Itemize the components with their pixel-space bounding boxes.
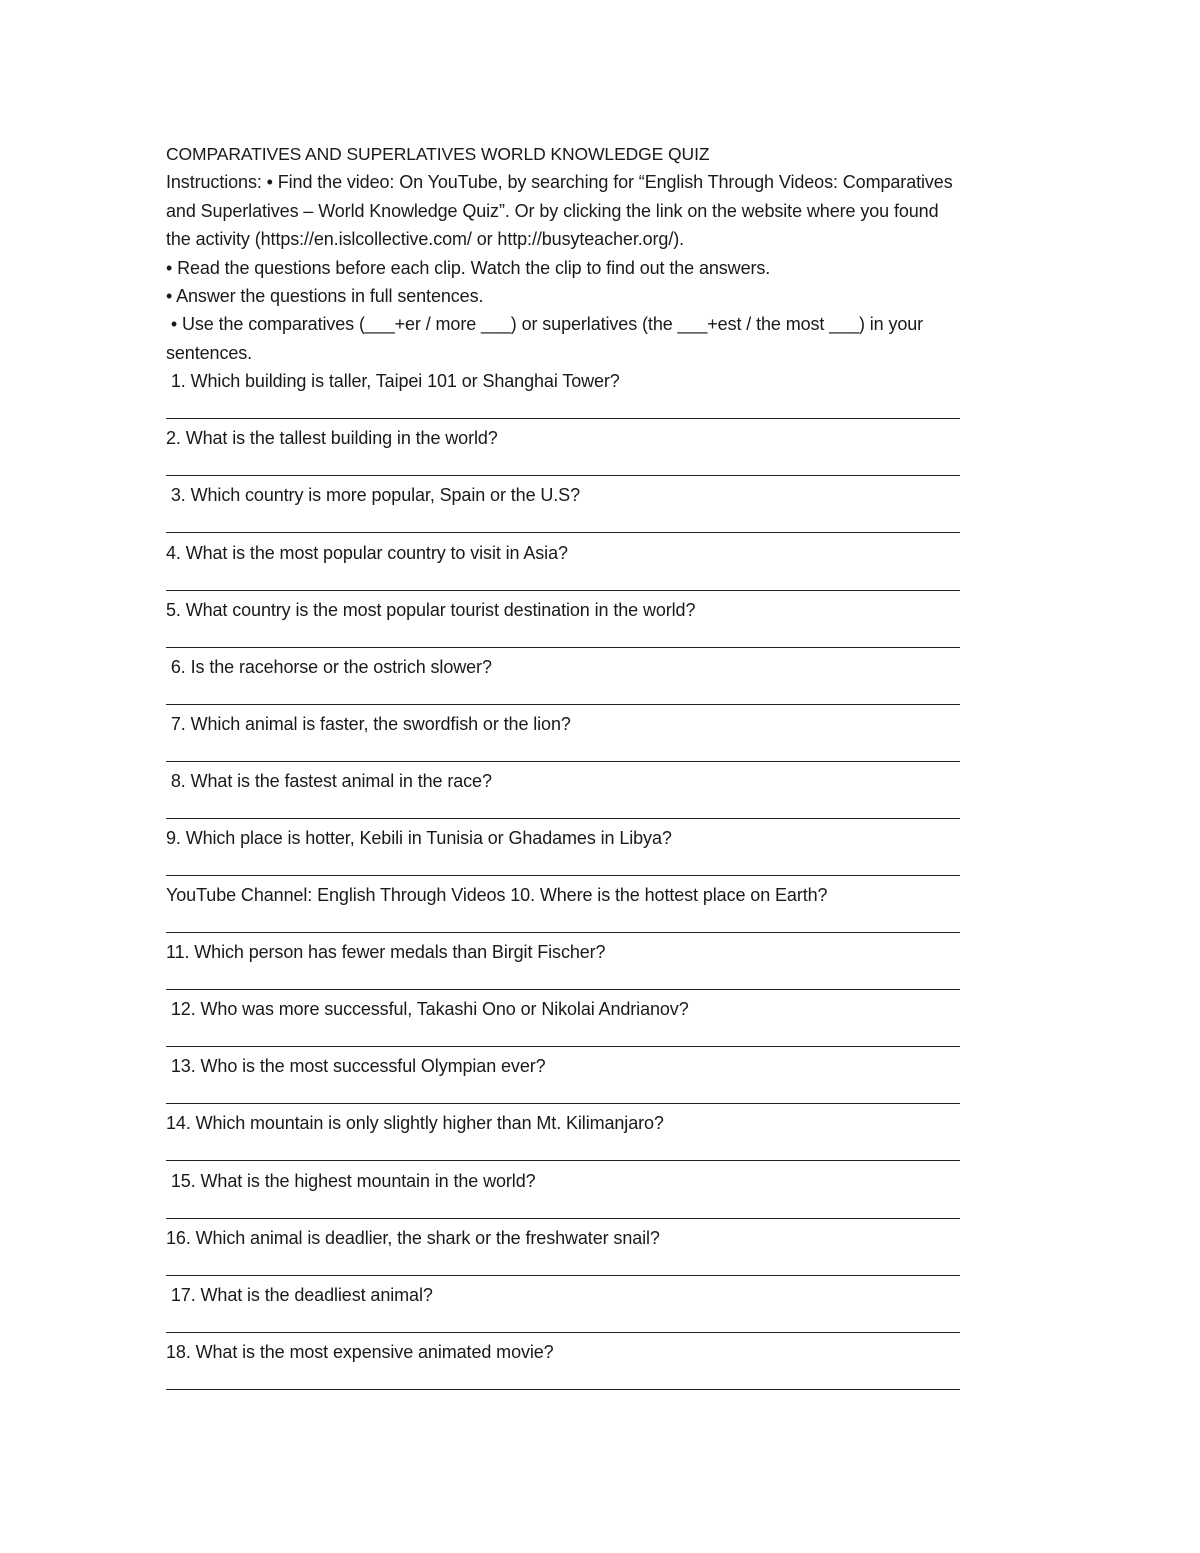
document-title: COMPARATIVES AND SUPERLATIVES WORLD KNOWLEDGE QUIZ <box>166 144 710 164</box>
answer-line[interactable] <box>166 1046 960 1047</box>
question-item-5 <box>166 596 1046 653</box>
question-text: 9. Which place is hotter, Kebili in Tunisia or Ghadames in Libya? <box>166 828 672 848</box>
question-text: 18. What is the most expensive animated movie? <box>166 1341 554 1362</box>
question-item-8 <box>166 767 1046 824</box>
question-item-9 <box>166 824 1046 881</box>
document-content <box>166 140 1046 1395</box>
question-text: 2. What is the tallest building in the world? <box>166 428 498 449</box>
answer-line[interactable] <box>166 1160 960 1161</box>
question-text: 15. What is the highest mountain in the world? <box>166 1170 536 1191</box>
instruction-line: Instructions: • Find the video: On YouTube, by searching for “English Through Videos: Comparatives <box>166 172 953 193</box>
answer-line[interactable] <box>166 418 960 419</box>
instruction-bullet-read: • Read the questions before each clip. Watch the clip to find out the answers. <box>166 257 771 278</box>
answer-line[interactable] <box>166 989 960 990</box>
instruction-line: and Superlatives – World Knowledge Quiz”. Or by clicking the link on the website where you found <box>166 200 939 221</box>
instruction-line: sentences. <box>166 342 253 363</box>
answer-line[interactable] <box>166 590 960 591</box>
question-text: 3. Which country is more popular, Spain or the U.S? <box>166 485 581 506</box>
question-item-10 <box>166 881 1046 938</box>
question-item-13 <box>166 1052 1046 1109</box>
answer-line[interactable] <box>166 475 960 476</box>
answer-line[interactable] <box>166 1389 960 1390</box>
question-text: 16. Which animal is deadlier, the shark or the freshwater snail? <box>166 1227 660 1248</box>
question-item-15 <box>166 1167 1046 1224</box>
question-text: 5. What country is the most popular tourist destination in the world? <box>166 599 696 620</box>
question-text: 12. Who was more successful, Takashi Ono or Nikolai Andrianov? <box>166 999 689 1020</box>
answer-line[interactable] <box>166 1103 960 1104</box>
answer-line[interactable] <box>166 761 960 762</box>
question-item-12 <box>166 995 1046 1052</box>
question-item-11 <box>166 938 1046 995</box>
question-text: 6. Is the racehorse or the ostrich slower? <box>166 656 492 677</box>
answer-line[interactable] <box>166 1218 960 1219</box>
question-text: 13. Who is the most successful Olympian ever? <box>166 1056 546 1077</box>
question-list <box>166 367 1046 1395</box>
question-item-18 <box>166 1338 1046 1395</box>
instruction-bullet-use: • Use the comparatives (___+er / more ___) or superlatives (the ___+est / the most ___) in your <box>166 314 924 335</box>
instructions <box>166 168 1046 367</box>
question-text: 1. Which building is taller, Taipei 101 or Shanghai Tower? <box>166 371 620 392</box>
answer-line[interactable] <box>166 1275 960 1276</box>
question-item-1 <box>166 367 1046 424</box>
question-item-4 <box>166 539 1046 596</box>
answer-line[interactable] <box>166 647 960 648</box>
question-text: 14. Which mountain is only slightly higher than Mt. Kilimanjaro? <box>166 1113 664 1134</box>
question-text: 8. What is the fastest animal in the race? <box>166 770 492 791</box>
answer-line[interactable] <box>166 532 960 533</box>
question-item-6 <box>166 653 1046 710</box>
question-text: 17. What is the deadliest animal? <box>166 1284 433 1305</box>
question-text: YouTube Channel: English Through Videos 10. Where is the hottest place on Earth? <box>166 885 828 906</box>
answer-line[interactable] <box>166 704 960 705</box>
question-text: 11. Which person has fewer medals than Birgit Fischer? <box>166 942 606 963</box>
instruction-line: the activity (https://en.islcollective.com/ or http://busyteacher.org/). <box>166 229 685 250</box>
question-text: 7. Which animal is faster, the swordfish or the lion? <box>166 713 571 734</box>
question-text: 4. What is the most popular country to visit in Asia? <box>166 542 568 563</box>
question-item-16 <box>166 1224 1046 1281</box>
instruction-bullet-answer: • Answer the questions in full sentences. <box>166 286 484 307</box>
answer-line[interactable] <box>166 818 960 819</box>
question-item-14 <box>166 1109 1046 1166</box>
question-item-3 <box>166 481 1046 538</box>
answer-line[interactable] <box>166 875 960 876</box>
answer-line[interactable] <box>166 1332 960 1333</box>
question-item-7 <box>166 710 1046 767</box>
question-item-17 <box>166 1281 1046 1338</box>
question-item-2 <box>166 424 1046 481</box>
answer-line[interactable] <box>166 932 960 933</box>
